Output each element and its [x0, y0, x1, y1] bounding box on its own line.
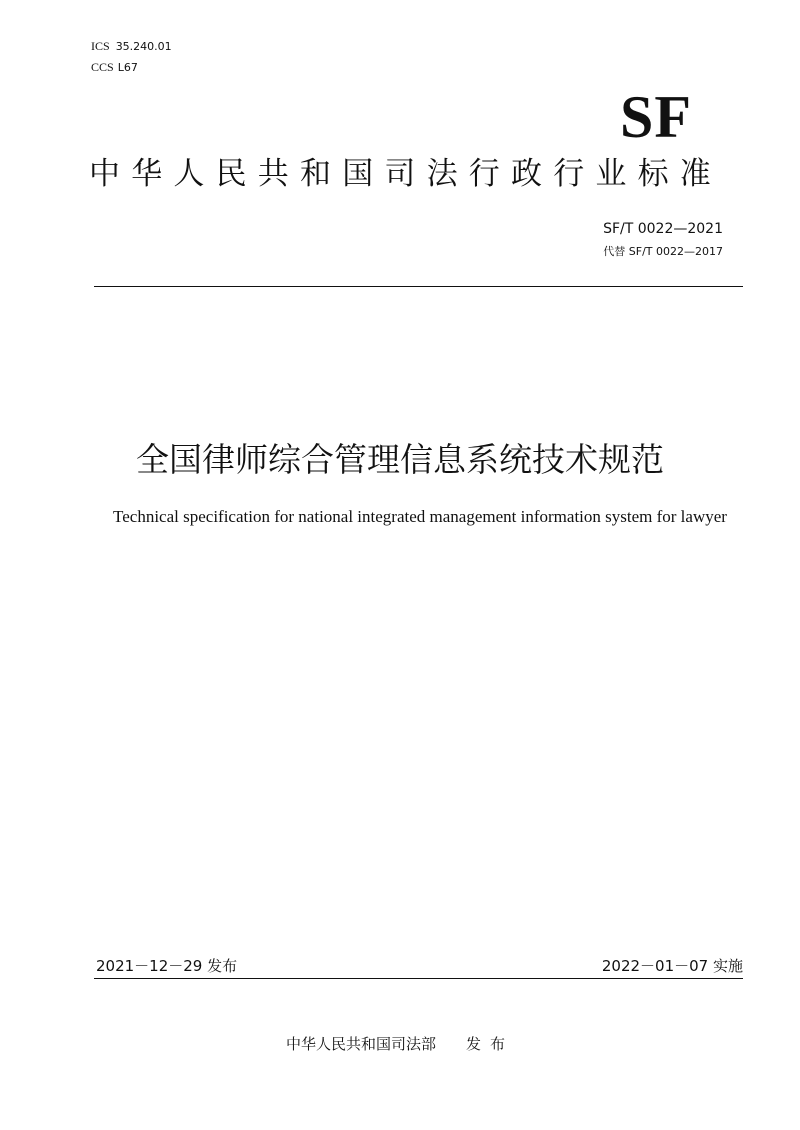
issuer-name: 中华人民共和国司法部 — [285, 1035, 436, 1053]
ccs-label: CCS — [91, 60, 114, 74]
issuer-verb: 发布 — [466, 1035, 515, 1053]
document-title-chinese: 全国律师综合管理信息系统技术规范 — [136, 440, 664, 479]
footer-divider — [94, 978, 743, 979]
ics-classification — [91, 38, 172, 55]
standard-number: SF/T 0022—2021 — [603, 221, 723, 237]
implementation-date: 2022－01－07 实施 — [601, 957, 743, 975]
ccs-code: L67 — [117, 61, 138, 74]
sf-logo: SF — [619, 84, 692, 150]
ics-label: ICS — [91, 39, 110, 53]
standard-type-heading: 中华人民共和国司法行政行业标准 — [89, 156, 722, 192]
document-title-english: Technical specification for national integrated management information system for lawyer — [113, 507, 727, 526]
header-divider — [94, 286, 743, 287]
replaces-standard: 代替 SF/T 0022—2017 — [603, 245, 723, 258]
ccs-classification — [91, 59, 138, 76]
ics-code: 35.240.01 — [115, 40, 172, 53]
issue-date: 2021－12－29 发布 — [96, 957, 238, 975]
issuer-line — [0, 1034, 800, 1054]
